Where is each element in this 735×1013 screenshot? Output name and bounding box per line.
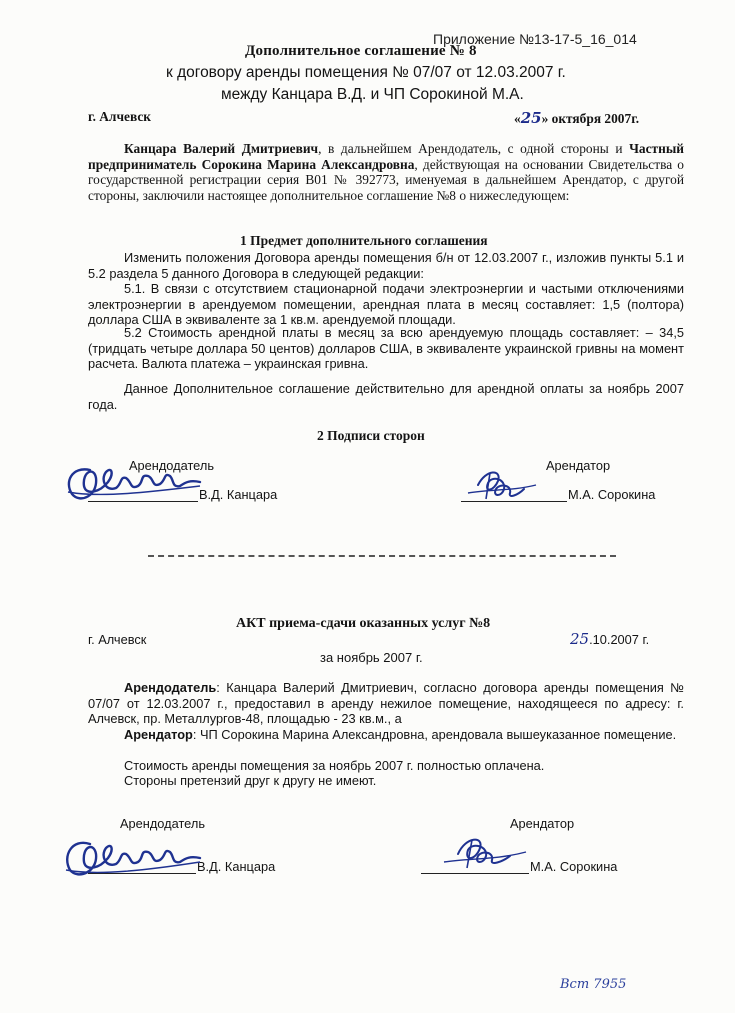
act-landlord-text: : Канцара Валерий Дмитриевич, согласно договора аренды помещения № 07/07 от 12.03.2007 г., предоставил в аренду нежилое помещение, находящееся по адресу: г. Алчевск, пр. Металлургов-48, площадью - 23 кв.м., а (88, 680, 684, 727)
act-tenant-signature-name: М.А. Сорокина (530, 859, 618, 874)
act-tenant-text: : ЧП Сорокина Марина Александровна, арендовала вышеуказанное помещение. (192, 727, 677, 742)
act-date (570, 630, 649, 648)
act-city: г. Алчевск (88, 632, 147, 647)
act-tenant-paragraph (88, 727, 684, 743)
act-no-claims: Стороны претензий друг к другу не имеют. (124, 773, 377, 788)
landlord-label: Арендодатель (129, 458, 214, 473)
validity-clause: Данное Дополнительное соглашение действительно для арендной оплаты за ноябрь 2007 года. (88, 381, 684, 412)
agreement-city: г. Алчевск (88, 109, 151, 124)
landlord-signature-name: В.Д. Канцара (199, 487, 278, 502)
landlord-name: Канцара Валерий Дмитриевич (124, 141, 319, 156)
act-landlord-label: Арендодатель (120, 816, 205, 831)
tenant-signature (462, 463, 542, 505)
agreement-date: «25» октября 2007г. (514, 109, 640, 127)
act-tenant-signature (440, 828, 530, 874)
act-landlord-signature-name: В.Д. Канцара (197, 859, 276, 874)
clause-5-1: 5.1. В связи с отсутствием стационарной подачи электроэнергии и частыми отключениями электроэнергии в арендуемом помещении, арендная плата в месяц составляет: 1,5 (полтора) доллара США в эквиваленте за 1 кв.м. арендуемой площади. (88, 281, 684, 328)
act-handwritten-day: 25 (570, 630, 590, 648)
clause-5-2: 5.2 Стоимость арендной платы в месяц за всю арендуемую площадь составляет: – 34,5 (тридцать четыре доллара 50 центов) долларов США, в эквиваленте украинской гривны на момент расчета. Валюта платежа – украинская гривна. (88, 325, 684, 372)
tenant-name: Частный предприниматель Сорокина Марина Александровна (88, 141, 684, 172)
act-landlord-lead: Арендодатель (124, 680, 217, 695)
act-landlord-signature (58, 826, 208, 884)
tenant-label: Арендатор (546, 458, 611, 473)
annex-label: Приложение №13-17-5_16_014 (433, 31, 637, 47)
agreement-intro (88, 141, 684, 203)
section-divider (148, 555, 616, 557)
handwritten-day: 25 (520, 109, 542, 127)
section-1-heading: 1 Предмет дополнительного соглашения (240, 233, 488, 248)
agreement-subtitle-contract: к договору аренды помещения № 07/07 от 12.03.2007 г. (166, 64, 566, 81)
act-tenant-lead: Арендатор (124, 727, 193, 742)
agreement-title: Дополнительное соглашение № 8 (245, 43, 477, 59)
act-date-rest: .10.2007 г. (589, 632, 650, 647)
handwritten-registration-note: Вст 7955 (560, 977, 627, 992)
act-period: за ноябрь 2007 г. (320, 650, 423, 665)
act-paid-statement: Стоимость аренды помещения за ноябрь 2007 г. полностью оплачена. (124, 758, 545, 773)
intro-text-1: , в дальнейшем Арендодатель, с одной стороны и (318, 141, 630, 156)
clause-change: Изменить положения Договора аренды помещения б/н от 12.03.2007 г., изложив пункты 5.1 и 5.2 раздела 5 данного Договора в следующей редакции: (88, 250, 684, 281)
section-2-heading: 2 Подписи сторон (317, 428, 425, 443)
act-landlord-paragraph (88, 680, 684, 727)
agreement-subtitle-parties: между Канцара В.Д. и ЧП Сорокиной М.А. (221, 86, 524, 103)
act-title: АКТ приема-сдачи оказанных услуг №8 (236, 616, 491, 631)
tenant-signature-name: М.А. Сорокина (568, 487, 656, 502)
agreement-date-rest: октября 2007г. (551, 111, 640, 126)
intro-text-2: , действующая на основании Свидетельства о государственной регистрации серия В01 № 392773, именуемая в дальнейшем Арендатор, с другой стороны, заключили настоящее дополнительное соглашение №8 о нижеследующем: (88, 156, 685, 203)
landlord-signature (60, 452, 210, 507)
act-tenant-label: Арендатор (510, 816, 575, 831)
